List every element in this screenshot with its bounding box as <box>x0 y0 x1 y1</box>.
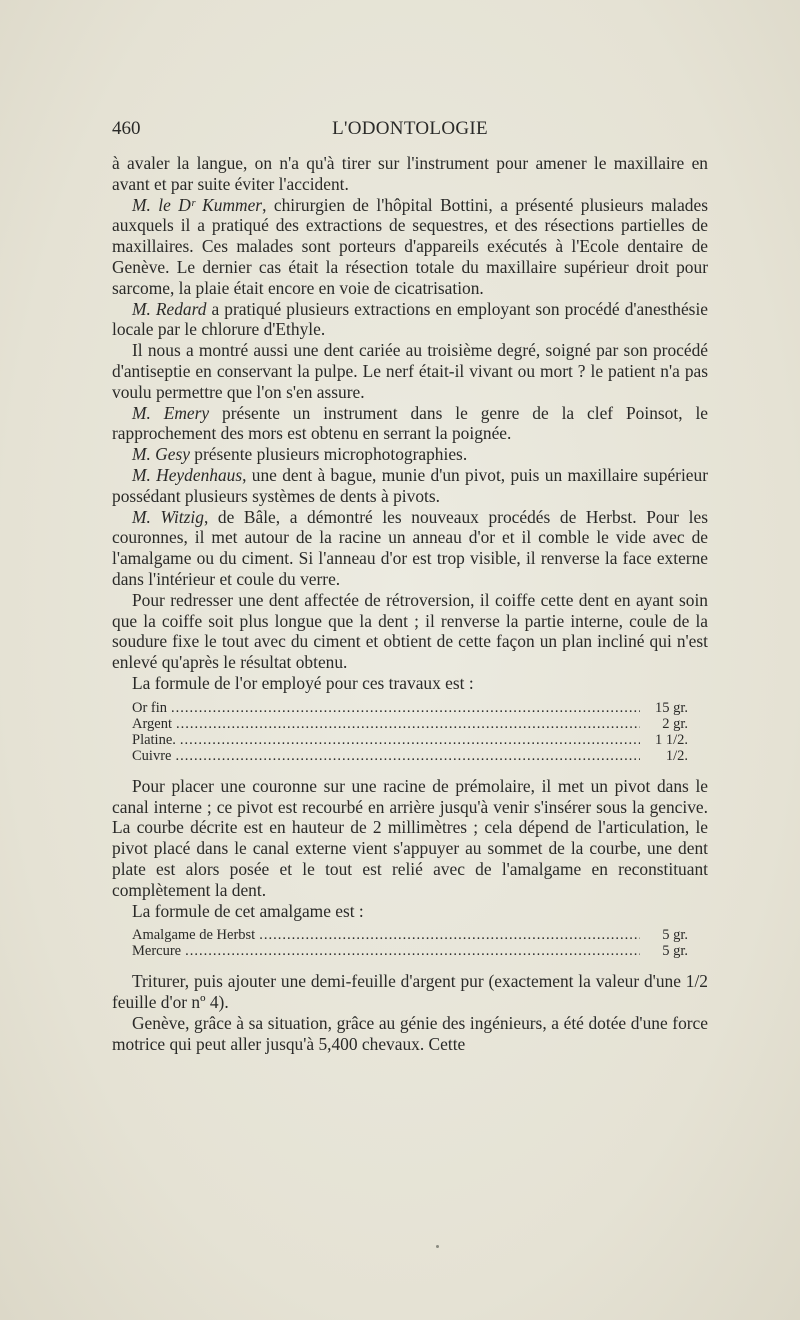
ingredient-quantity: 1 1/2. <box>654 731 688 748</box>
ingredient-name: Or fin <box>132 699 168 716</box>
author-name: M. Heydenhaus <box>132 464 243 485</box>
amalgam-formula <box>132 927 688 959</box>
author-name: M. le Dʳ Kummer <box>132 194 263 215</box>
paragraph-p12 <box>112 901 708 922</box>
dot-leader <box>180 732 640 748</box>
paragraph-p2 <box>112 195 708 299</box>
paragraph-p7 <box>112 465 708 507</box>
ingredient-name: Platine. <box>132 731 176 748</box>
ingredient-quantity: 2 gr. <box>662 715 688 732</box>
paragraph-text: à avaler la langue, on n'a qu'à tirer sur l'instrument pour amener le maxillaire en avant et par suite éviter l'accident. <box>112 153 708 194</box>
ingredient-quantity: 15 gr. <box>654 699 688 716</box>
paragraph-group-1 <box>112 153 708 694</box>
author-name: M. Witzig <box>132 506 204 527</box>
paragraph-text: Triturer, puis ajouter une demi-feuille d'argent pur (exactement la valeur d'une 1/2 feuille d'or nº 4). <box>112 971 708 1013</box>
paragraph-group-2 <box>112 776 708 922</box>
paragraph-text: , une dent à bague, munie d'un pivot, puis un maxillaire supérieur possédant plusieurs systèmes de dents à pivots. <box>112 464 708 506</box>
page-number: 460 <box>112 118 141 139</box>
formula-row <box>132 732 688 748</box>
running-title: L'ODONTOLOGIE <box>332 118 488 139</box>
paragraph-text: Il nous a montré aussi une dent cariée au troisième degré, soigné par son procédé d'antiseptie en conservant la pulpe. Le nerf était-il vivant ou mort ? le patient n'a pas voulu permettre que l'on s'en assure. <box>112 340 708 402</box>
ingredient-quantity: 5 gr. <box>662 927 688 944</box>
paragraph-p3 <box>112 299 708 341</box>
paragraph-text: Pour placer une couronne sur une racine de prémolaire, il met un pivot dans le canal interne ; ce pivot est recourbé en arrière jusqu'à venir s'insérer sous la gencive. La courbe décrite est en hauteur de 2 millimètres ; cela dépend de l'articulation, le pivot placé dans le canal externe vient s'appuyer au sommet de la courbe, une dent plate est alors posée et le tout est relié avec de l'amalgame en reconstituant complètement la dent. <box>112 775 708 900</box>
ingredient-name: Argent <box>132 715 173 732</box>
paragraph-text: a pratiqué plusieurs extractions en employant son procédé d'anesthésie locale par le chlorure d'Ethyle. <box>112 298 708 340</box>
dot-leader <box>176 716 640 732</box>
ingredient-name: Mercure <box>132 943 182 960</box>
paragraph-text: Genève, grâce à sa situation, grâce au génie des ingénieurs, a été dotée d'une force motrice qui peut aller jusqu'à 5,400 chevaux. Cette <box>112 1012 708 1054</box>
paragraph-p6 <box>112 444 708 465</box>
paragraph-text: Pour redresser une dent affectée de rétroversion, il coiffe cette dent en ayant soin que la coiffe soit plus longue que la dent ; il renverse la partie interne, coule de la soudure fixe le tout avec du ciment et obtient de cette façon un plan incliné qui n'est enlevé qu'après le résultat obtenu. <box>112 589 708 673</box>
dot-leader <box>259 927 640 943</box>
paragraph-group-3 <box>112 971 708 1054</box>
ingredient-name: Cuivre <box>132 747 172 764</box>
body-text <box>112 153 708 1054</box>
paragraph-p10 <box>112 673 708 694</box>
paragraph-p4 <box>112 340 708 402</box>
page-header <box>112 118 708 144</box>
author-name: M. Redard <box>132 298 207 319</box>
paragraph-p8 <box>112 507 708 590</box>
ingredient-name: Amalgame de Herbst <box>132 927 256 944</box>
paragraph-p1 <box>112 153 708 195</box>
formula-row <box>132 700 688 716</box>
ingredient-quantity: 1/2. <box>665 747 688 764</box>
paragraph-p13 <box>112 971 708 1013</box>
paragraph-text: , chirurgien de l'hôpital Bottini, a présenté plusieurs malades auxquels il a pratiqué des extractions de sequestres, et des résections partielles de maxillaires. Ces malades sont porteurs d'appareils exécutés à l'Ecole dentaire de Genève. Le dernier cas était la résection totale du maxillaire supérieur droit pour sarcome, la plaie était encore en voie de cicatrisation. <box>112 194 708 298</box>
author-name: M. Emery <box>132 402 210 423</box>
paragraph-p11 <box>112 776 708 901</box>
dot-leader <box>171 700 640 716</box>
paragraph-text: présente plusieurs microphotographies. <box>189 444 468 465</box>
gold-alloy-formula <box>132 700 688 764</box>
formula-row <box>132 943 688 959</box>
formula-row <box>132 927 688 943</box>
paragraph-text: La formule de cet amalgame est : <box>132 900 364 921</box>
dot-leader <box>175 748 640 764</box>
paragraph-text: La formule de l'or employé pour ces travaux est : <box>132 672 474 693</box>
author-name: M. Gesy <box>132 444 190 465</box>
ingredient-quantity: 5 gr. <box>662 943 688 960</box>
dot-leader <box>185 943 640 959</box>
formula-row <box>132 748 688 764</box>
paragraph-p9 <box>112 590 708 673</box>
paragraph-p5 <box>112 403 708 445</box>
formula-row <box>132 716 688 732</box>
paragraph-text: présente un instrument dans le genre de la clef Poinsot, le rapprochement des mors est obtenu en serrant la poignée. <box>112 402 708 444</box>
paragraph-text: , de Bâle, a démontré les nouveaux procédés de Herbst. Pour les couronnes, il met autour de la racine un anneau d'or et il comble le vide avec de l'amalgame ou du ciment. Si l'anneau d'or est trop visible, il renverse la face externe dans l'intérieur et coule du verre. <box>112 506 708 589</box>
paper-speck <box>436 1245 439 1248</box>
paragraph-p14 <box>112 1013 708 1055</box>
